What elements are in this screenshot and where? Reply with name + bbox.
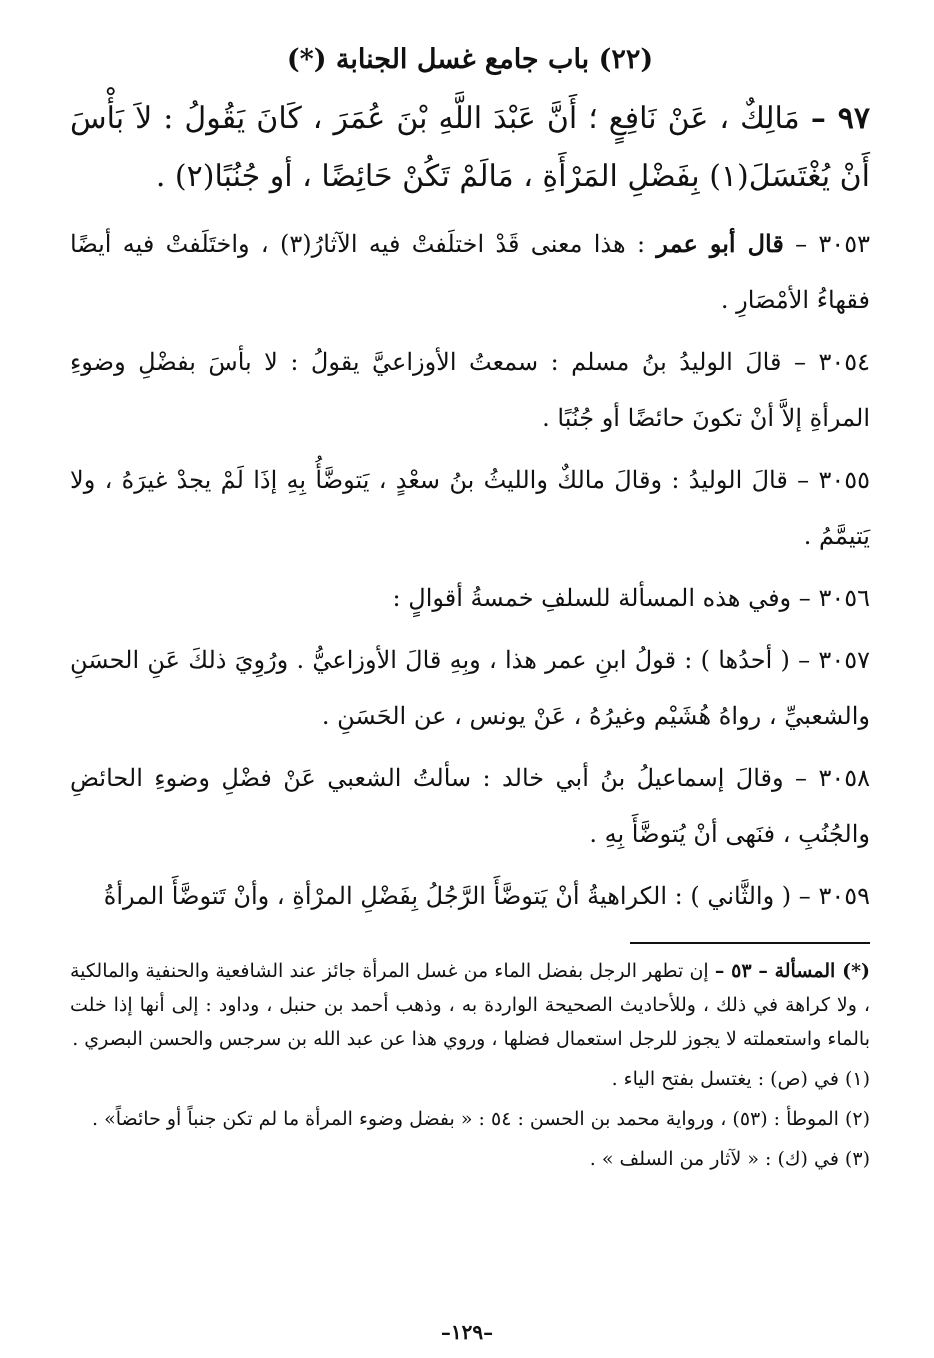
paragraph-text: قالَ الوليدُ بنُ مسلم : سمعتُ الأوزاعيَّ يقولُ : لا بأسَ بفضْلِ وضوءِ المرأةِ إلاَّ أنْ تكونَ حائضًا أو جُنُبًا . <box>70 348 870 432</box>
paragraph-text: : هذا معنى قَدْ اختلَفتْ فيه الآثارُ(٣) ، واختَلَفتْ فيه أيضًا فقهاءُ الأمْصَارِ . <box>70 230 870 314</box>
paragraph-3056 <box>70 570 870 626</box>
paragraph-text: ( والثَّاني ) : الكراهيةُ أنْ يَتوضَّأَ الرَّجُلُ بِفَضْلِ المرْأةِ ، وأنْ تَتوضَّأَ المرأةُ <box>103 882 792 910</box>
footnote-3 <box>70 1142 870 1176</box>
paragraph-3055 <box>70 452 870 564</box>
paragraph-speaker: قال أبو عمر <box>656 229 784 258</box>
paragraph-3054 <box>70 334 870 446</box>
paragraph-number: ٣٠٥٨ – <box>795 764 870 792</box>
paragraph-number: ٣٠٥٥ – <box>797 466 870 494</box>
paragraph-text: وقالَ إسماعيلُ بنُ أبي خالد : سألتُ الشعبي عَنْ فضْلِ وضوءِ الحائضِ والجُنُبِ ، فنَهى أنْ يُتوضَّأَ بِهِ . <box>70 764 870 848</box>
paragraph-3053 <box>70 216 870 328</box>
paragraph-3059 <box>70 868 870 924</box>
paragraph-text: قالَ الوليدُ : وقالَ مالكٌ والليثُ بنُ سعْدٍ ، يَتوضَّأُ بِهِ إذَا لَمْ يجدْ غيرَهُ ، ولا يَتيمَّمُ . <box>70 466 870 550</box>
hadith-number: ٩٧ – <box>810 101 870 136</box>
footnotes <box>70 954 870 1176</box>
paragraph-3057 <box>70 632 870 744</box>
footnote-2 <box>70 1102 870 1136</box>
footnote-label: (*) المسألة – ٥٣ – <box>714 960 870 982</box>
paragraph-number: ٣٠٥٧ – <box>798 646 870 674</box>
hadith-text: مَالِكٌ ، عَنْ نَافِعٍ ؛ أَنَّ عَبْدَ اللَّهِ بْنَ عُمَرَ ، كَانَ يَقُولُ : لاَ بَأْسَ أَنْ يُغْتَسَلَ(١) بِفَضْلِ المَرْأَةِ ، مَالَمْ تَكُنْ حَائِضًا ، أو جُنُبًا(٢) . <box>70 101 870 194</box>
footnote-text: (١) في (ص) : يغتسل بفتح الياء . <box>611 1068 870 1090</box>
footnote-divider <box>630 942 870 944</box>
page-number: –١٢٩– <box>440 1320 494 1344</box>
paragraph-text: وفي هذه المسألة للسلفِ خمسةُ أقوالٍ : <box>392 584 792 612</box>
footnote-text: (٢) الموطأ : (٥٣) ، ورواية محمد بن الحسن : ٥٤ : « بفضل وضوء المرأة ما لم تكن جنباً أو حائضاً» . <box>92 1108 870 1130</box>
paragraph-text: ( أحدُها ) : قولُ ابنِ عمر هذا ، وبِهِ قالَ الأوزاعيُّ . ورُوِيَ ذلكَ عَنِ الحسَنِ والشعبيِّ ، رواهُ هُشَيْم وغيرُهُ ، عَنْ يونس ، عن الحَسَنِ . <box>70 646 870 730</box>
footnote-issue-53 <box>70 954 870 1056</box>
paragraph-number: ٣٠٥٤ – <box>793 348 870 376</box>
chapter-title: (٢٢) باب جامع غسل الجنابة (*) <box>286 44 654 75</box>
hadith-97 <box>70 90 870 206</box>
paragraph-number: ٣٠٥٦ – <box>798 584 870 612</box>
paragraph-number: ٣٠٥٩ – <box>798 882 870 910</box>
footnote-text: إن تطهر الرجل بفضل الماء من غسل المرأة جائز عند الشافعية والحنفية والمالكية ، ولا كراهة في ذلك ، وللأحاديث الصحيحة الواردة به ، وذهب أحمد بن حنبل ، وداود : إلى أنها إذا خلت بالماء واستعملته لا يجوز للرجل استعمال فضلها ، وروي هذا عن عبد الله بن سرجس والحسن البصري . <box>70 960 870 1050</box>
paragraph-3058 <box>70 750 870 862</box>
paragraph-number: ٣٠٥٣ – <box>795 230 870 258</box>
footnote-text: (٣) في (ك) : « لآثار من السلف » . <box>589 1148 870 1170</box>
book-page <box>70 40 870 1330</box>
footnote-1 <box>70 1062 870 1096</box>
